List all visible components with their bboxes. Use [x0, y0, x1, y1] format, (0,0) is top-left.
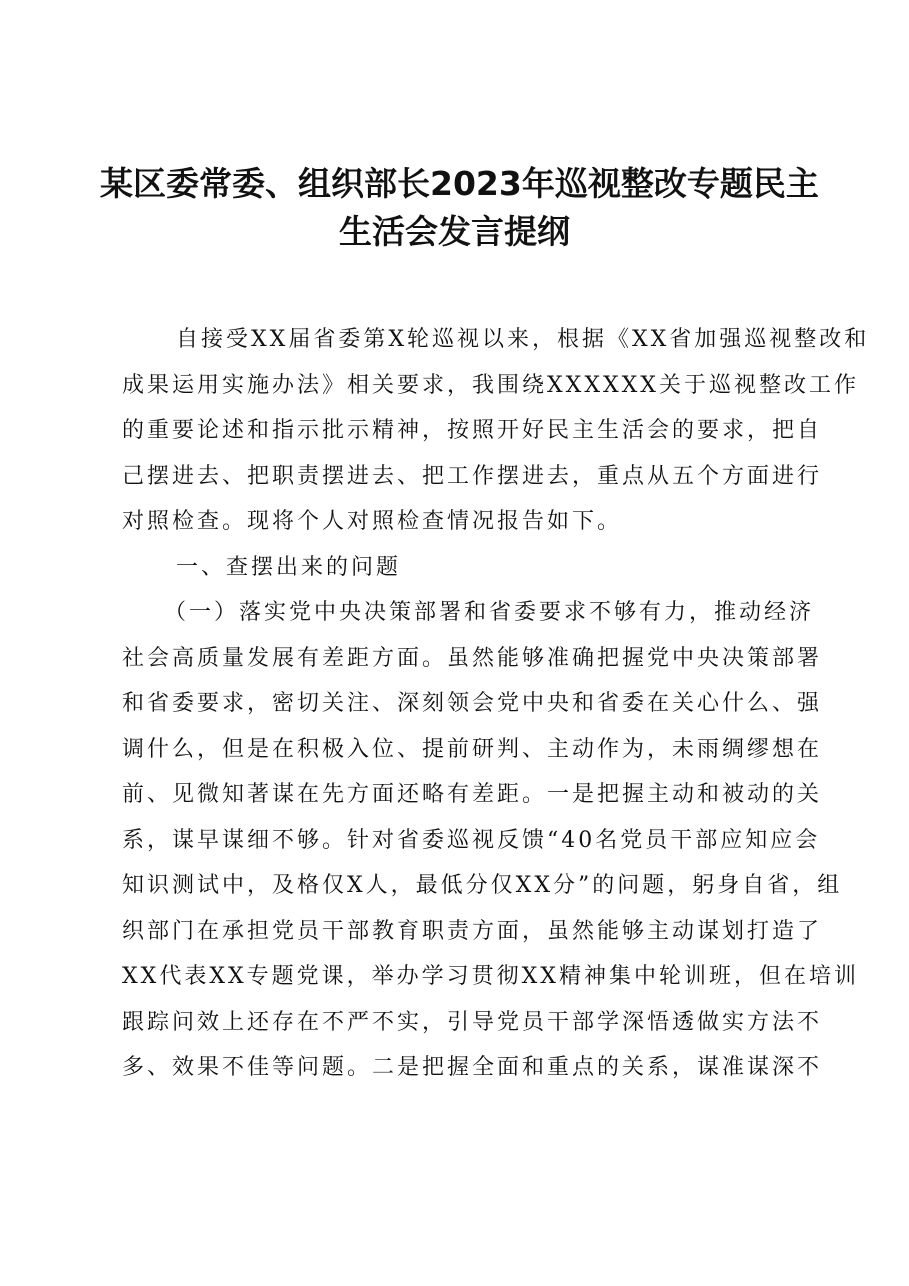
intro-line-5: 对照检查。现将个人对照检查情况报告如下。 — [122, 509, 623, 534]
para-one-line-9: XX代表XX专题党课，举办学习贯彻XX精神集中轮训班，但在培训 — [122, 964, 859, 989]
para-one-line-4: 调什么，但是在积极入位、提前研判、主动作为，未雨绸缪想在 — [122, 736, 823, 762]
para-one-line-1: （一）落实党中央决策部署和省委要求不够有力，推动经济 — [164, 600, 815, 625]
document-body — [122, 317, 870, 1091]
intro-line-4: 己摆进去、把职责摆进去、把工作摆进去，重点从五个方面进行 — [122, 463, 823, 489]
para-one-line-3: 和省委要求，密切关注、深刻领会党中央和省委在关心什么、强 — [122, 691, 823, 716]
para-one-line-10: 跟踪问效上还存在不严不实，引导党员干部学深悟透做实方法不 — [122, 1009, 823, 1035]
section-heading: 一、查摆出来的问题 — [176, 554, 402, 580]
intro-line-1: 自接受XX届省委第X轮巡视以来，根据《XX省加强巡视整改和 — [176, 327, 870, 352]
intro-line-3: 的重要论述和指示批示精神，按照开好民主生活会的要求，把自 — [122, 418, 823, 443]
para-one-line-8: 织部门在承担党员干部教育职责方面，虽然能够主动谋划打造了 — [122, 918, 823, 944]
para-one-line-11: 多、效果不佳等问题。二是把握全面和重点的关系，谋准谋深不 — [122, 1055, 823, 1080]
para-one-line-6: 系，谋早谋细不够。针对省委巡视反馈“40名党员干部应知应会 — [122, 827, 821, 853]
para-one-line-7: 知识测试中，及格仅X人，最低分仅XX分”的问题，躬身自省，组 — [122, 873, 843, 898]
para-one-line-2: 社会高质量发展有差距方面。虽然能够准确把握党中央决策部署 — [122, 645, 823, 671]
intro-line-2: 成果运用实施办法》相关要求，我围绕XXXXXX关于巡视整改工作 — [122, 372, 859, 398]
title-line-1: 某区委常委、组织部长2023年巡视整改专题民主 — [100, 164, 819, 203]
para-one-line-5: 前、见微知著谋在先方面还略有差距。一是把握主动和被动的关 — [122, 782, 823, 807]
title-line-2: 生活会发言提纲 — [339, 212, 570, 251]
document-title — [100, 160, 819, 256]
